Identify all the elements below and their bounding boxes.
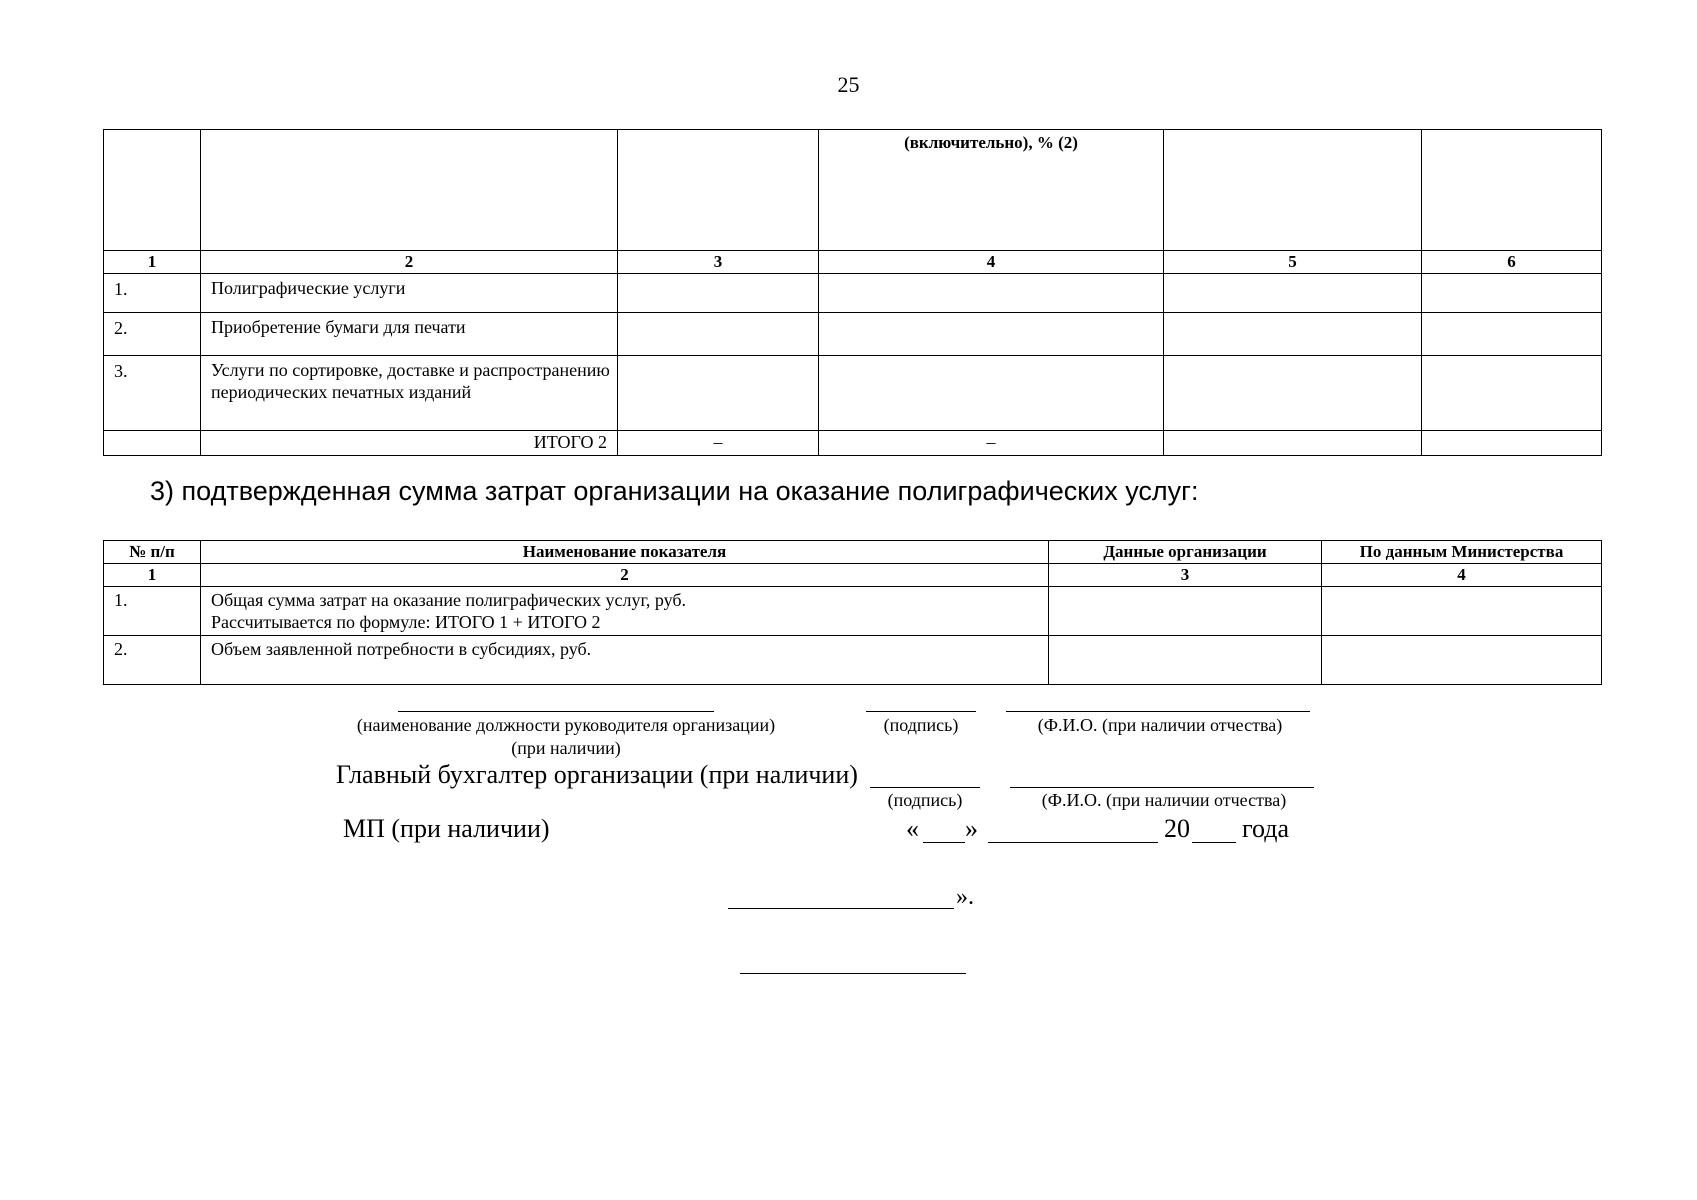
column-number: 4 (819, 251, 1164, 274)
separator-line (740, 973, 966, 974)
fio-caption: (Ф.И.О. (при наличии отчества) (1037, 715, 1283, 735)
header-cell (201, 130, 618, 251)
header-cell (1164, 130, 1422, 251)
column-number: 3 (1049, 564, 1322, 587)
empty-cell (1422, 274, 1602, 313)
column-number: 2 (201, 564, 1049, 587)
table-row (104, 313, 1602, 356)
row-number: 1. (104, 274, 201, 313)
column-numbers-row (104, 251, 1602, 274)
table-row (104, 587, 1602, 636)
column-number: 2 (201, 251, 618, 274)
total-dash: – (618, 431, 819, 456)
row-name-line: Общая сумма затрат на оказание полиграфических услуг, руб. (211, 590, 687, 610)
table-header-row (104, 130, 1602, 251)
empty-cell (1422, 356, 1602, 431)
section-title: подтвержденная сумма затрат организации на оказание полиграфических услуг: (181, 476, 1199, 506)
row-number: 2. (104, 636, 201, 685)
row-name: Полиграфические услуги (201, 274, 618, 313)
fio-caption: (Ф.И.О. (при наличии отчества) (1041, 790, 1287, 810)
row-name: Приобретение бумаги для печати (201, 313, 618, 356)
row-name (201, 636, 1049, 685)
empty-cell (1164, 431, 1422, 456)
table-row (104, 274, 1602, 313)
empty-cell (618, 274, 819, 313)
signature-caption: (подпись) (887, 790, 963, 810)
head-position-caption: (наименование должности руководителя организации) (356, 715, 776, 735)
date-open-quote: « (906, 814, 919, 843)
page-number: 25 (837, 72, 860, 97)
column-number: 4 (1322, 564, 1602, 587)
date-year-prefix: 20 (1164, 814, 1190, 843)
date-suffix: года (1242, 814, 1290, 843)
closing-mark: ». (956, 884, 974, 910)
header-cell-org-data: Данные организации (1049, 541, 1322, 564)
empty-cell (1422, 313, 1602, 356)
section-heading (150, 476, 1199, 507)
total-row (104, 431, 1602, 456)
empty-cell (618, 313, 819, 356)
empty-cell (618, 356, 819, 431)
confirmed-costs-table (103, 540, 1602, 685)
expenses-table (103, 129, 1602, 456)
empty-cell (1422, 431, 1602, 456)
empty-cell (1164, 313, 1422, 356)
header-cell (104, 130, 201, 251)
column-numbers-row (104, 564, 1602, 587)
head-signature-line (866, 711, 976, 712)
header-cell-share: (включительно), % (2) (819, 130, 1164, 251)
accountant-signature-line (870, 787, 980, 788)
closing-line (728, 908, 954, 909)
header-cell (618, 130, 819, 251)
chief-accountant-label: Главный бухгалтер организации (при наличии) (336, 760, 858, 789)
table-row (104, 356, 1602, 431)
column-number: 5 (1164, 251, 1422, 274)
header-cell-ministry-data: По данным Министерства (1322, 541, 1602, 564)
empty-cell (819, 313, 1164, 356)
head-position-caption-note: (при наличии) (511, 738, 621, 758)
column-number: 1 (104, 251, 201, 274)
header-cell (1422, 130, 1602, 251)
signature-caption: (подпись) (883, 715, 959, 735)
row-number: 3. (104, 356, 201, 431)
total-label: ИТОГО 2 (201, 431, 618, 456)
column-number: 6 (1422, 251, 1602, 274)
empty-cell (1049, 636, 1322, 685)
empty-cell (1322, 636, 1602, 685)
empty-cell (1164, 356, 1422, 431)
date-day-line (923, 842, 965, 843)
row-number: 1. (104, 587, 201, 636)
header-cell-number: № п/п (104, 541, 201, 564)
empty-cell (1322, 587, 1602, 636)
row-number: 2. (104, 313, 201, 356)
head-fio-line (1006, 711, 1310, 712)
header-cell-name: Наименование показателя (201, 541, 1049, 564)
section-number: 3) (150, 476, 175, 506)
accountant-fio-line (1010, 787, 1314, 788)
total-dash: – (819, 431, 1164, 456)
empty-cell (819, 274, 1164, 313)
date-year-line (1192, 842, 1236, 843)
date-close-quote: » (965, 814, 978, 843)
date-month-line (988, 842, 1158, 843)
column-number: 1 (104, 564, 201, 587)
stamp-label: МП (при наличии) (343, 814, 550, 843)
empty-cell (1164, 274, 1422, 313)
row-name-line: Объем заявленной потребности в субсидиях, руб. (211, 639, 592, 659)
table-header-row (104, 541, 1602, 564)
empty-cell (819, 356, 1164, 431)
empty-cell (104, 431, 201, 456)
row-name: Услуги по сортировке, доставке и распространению периодических печатных изданий (201, 356, 618, 431)
column-number: 3 (618, 251, 819, 274)
table-row (104, 636, 1602, 685)
head-position-line (398, 711, 714, 712)
row-name-line: Рассчитывается по формуле: ИТОГО 1 + ИТОГО 2 (211, 612, 601, 632)
empty-cell (1049, 587, 1322, 636)
row-name (201, 587, 1049, 636)
